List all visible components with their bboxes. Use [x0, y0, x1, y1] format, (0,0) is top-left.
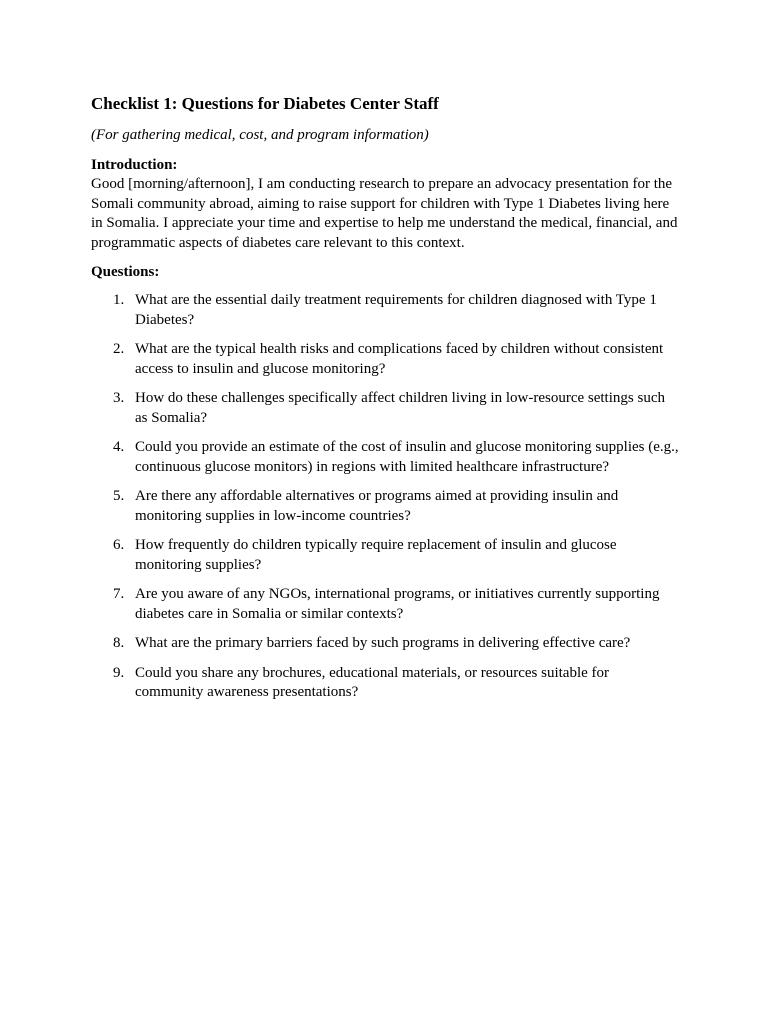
list-item	[91, 536, 679, 575]
document-title: Checklist 1: Questions for Diabetes Center Staff	[91, 94, 439, 113]
question-number: 9.	[113, 664, 125, 681]
question-number: 6.	[113, 537, 125, 553]
list-item	[91, 438, 679, 477]
question-number: 1.	[113, 292, 125, 308]
question-text: What are the essential daily treatment requirements for children diagnosed with Type 1 Diabetes?	[135, 292, 657, 328]
question-text: Could you share any brochures, educational materials, or resources suitable for community awareness presentations?	[135, 664, 610, 700]
list-item	[91, 585, 679, 624]
list-item	[91, 389, 679, 428]
question-list	[91, 291, 679, 703]
list-item	[91, 291, 679, 330]
introduction-heading: Introduction:	[91, 157, 178, 173]
question-number: 8.	[113, 635, 125, 651]
list-item	[91, 664, 679, 703]
question-text: Could you provide an estimate of the cost of insulin and glucose monitoring supplies (e.g., continuous glucose monitors) in regions with limited healthcare infrastructure?	[135, 439, 679, 475]
questions-heading: Questions:	[91, 264, 160, 280]
question-text: Are you aware of any NGOs, international programs, or initiatives currently supporting diabetes care in Somalia or similar contexts?	[135, 586, 660, 622]
list-item	[91, 634, 679, 654]
document-page	[91, 92, 679, 713]
question-number: 3.	[113, 390, 125, 406]
question-number: 2.	[113, 341, 125, 357]
introduction-text: Good [morning/afternoon], I am conducting research to prepare an advocacy presentation for the Somali community abroad, aiming to raise support for children with Type 1 Diabetes living here in Somalia. I appreciate your time and expertise to help me understand the medical, financial, and programmatic aspects of diabetes care relevant to this context.	[91, 176, 678, 251]
question-text: What are the typical health risks and complications faced by children without consistent access to insulin and glucose monitoring?	[135, 341, 664, 377]
document-subtitle: (For gathering medical, cost, and program information)	[91, 127, 429, 143]
list-item	[91, 340, 679, 379]
question-text: Are there any affordable alternatives or programs aimed at providing insulin and monitoring supplies in low-income countries?	[135, 488, 619, 524]
list-item	[91, 487, 679, 526]
question-text: How frequently do children typically require replacement of insulin and glucose monitoring supplies?	[135, 537, 617, 573]
question-text: How do these challenges specifically affect children living in low-resource settings such as Somalia?	[135, 390, 665, 426]
question-text: What are the primary barriers faced by such programs in delivering effective care?	[135, 635, 631, 651]
question-number: 7.	[113, 586, 125, 602]
question-number: 5.	[113, 488, 125, 504]
question-number: 4.	[113, 439, 125, 455]
